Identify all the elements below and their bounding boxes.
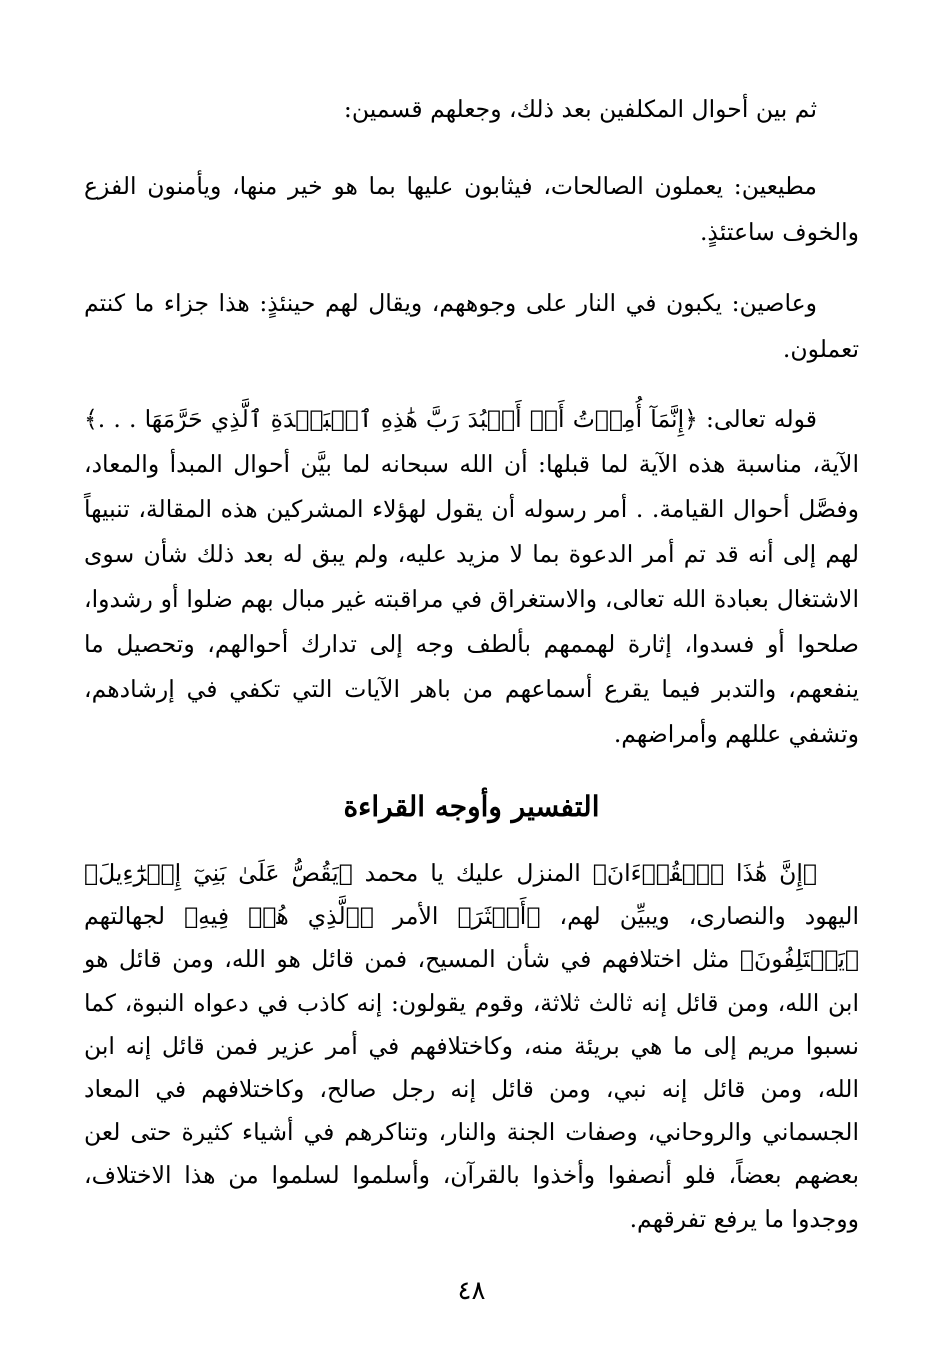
page-number: ٤٨ xyxy=(457,1276,486,1306)
paragraph-obedient: مطيعين: يعملون الصالحات، فيثابون عليها بما هو خير منها، ويأمنون الفزع والخوف ساعتئذٍ. xyxy=(84,172,859,246)
section-heading: التفسير وأوجه القراءة xyxy=(343,790,600,823)
paragraph-disobedient: وعاصين: يكبون في النار على وجوههم، ويقال لهم حينئذٍ: هذا جزاء ما كنتم تعملون. xyxy=(84,289,859,363)
paragraph-intro: ثم بين أحوال المكلفين بعد ذلك، وجعلهم قسمين: xyxy=(343,95,817,123)
paragraph-verse-commentary: قوله تعالى: ﴿إِنَّمَآ أُمِرۡتُ أَنۡ أَعۡبُدَ رَبَّ هَٰذِهِ ٱلۡبَلۡدَةِ ٱلَّذِي حَرَّمَهَا . . .﴾ الآية، مناسبة هذه الآية لما قبلها: أن الله سبحانه لما بيَّن أحوال المبدأ والمعاد، وفصَّل أحوال القيامة. . أمر رسوله أن يقول لهؤلاء المشركين هذه المقالة، تنبيهاً لهم إلى أنه قد تم أمر الدعوة بما لا مزيد عليه، ولم يبق له بعد ذلك شأن سوى الاشتغال بعبادة الله تعالى، والاستغراق في مراقبته غير مبال بهم ضلوا أو رشدوا، صلحوا أو فسدوا، إثارة لهممهم بألطف وجه إلى تدارك أحوالهم، وتحصيل ما ينفعهم، والتدبر فيما يقرع أسماعهم من باهر الآيات التي تكفي في إرشادهم، وتشفي عللهم وأمراضهم. xyxy=(84,405,859,748)
paragraph-tafsir: ﴿إِنَّ هَٰذَا ٱلۡقُرۡءَانَ﴾ المنزل عليك يا محمد ﴿يَقُصُّ عَلَىٰ بَنِيٓ إِسۡرَٰٓءِيلَ﴾ اليهود والنصارى، ويبيِّن لهم، ﴿أَكۡثَرَ﴾ الأمر ﴿ٱلَّذِي هُمۡ فِيهِ﴾ لجهالتهم ﴿يَخۡتَلِفُونَ﴾ مثل اختلافهم في شأن المسيح، فمن قائل هو الله، ومن قائل هو ابن الله، ومن قائل إنه ثالث ثلاثة، وقوم يقولون: إنه كاذب في دعواه النبوة، كما نسبوا مريم إلى ما هي بريئة منه، وكاختلافهم في أمر عزير فمن قائل إنه ابن الله، ومن قائل إنه نبي، ومن قائل إنه رجل صالح، وكاختلافهم في المعاد الجسماني والروحاني، وصفات الجنة والنار، وتناكرهم في أشياء كثيرة حتى لعن بعضهم بعضاً، فلو أنصفوا وأخذوا بالقرآن، وأسلموا لسلموا من هذا الاختلاف، ووجدوا ما يرفع تفرقهم. xyxy=(84,859,859,1233)
